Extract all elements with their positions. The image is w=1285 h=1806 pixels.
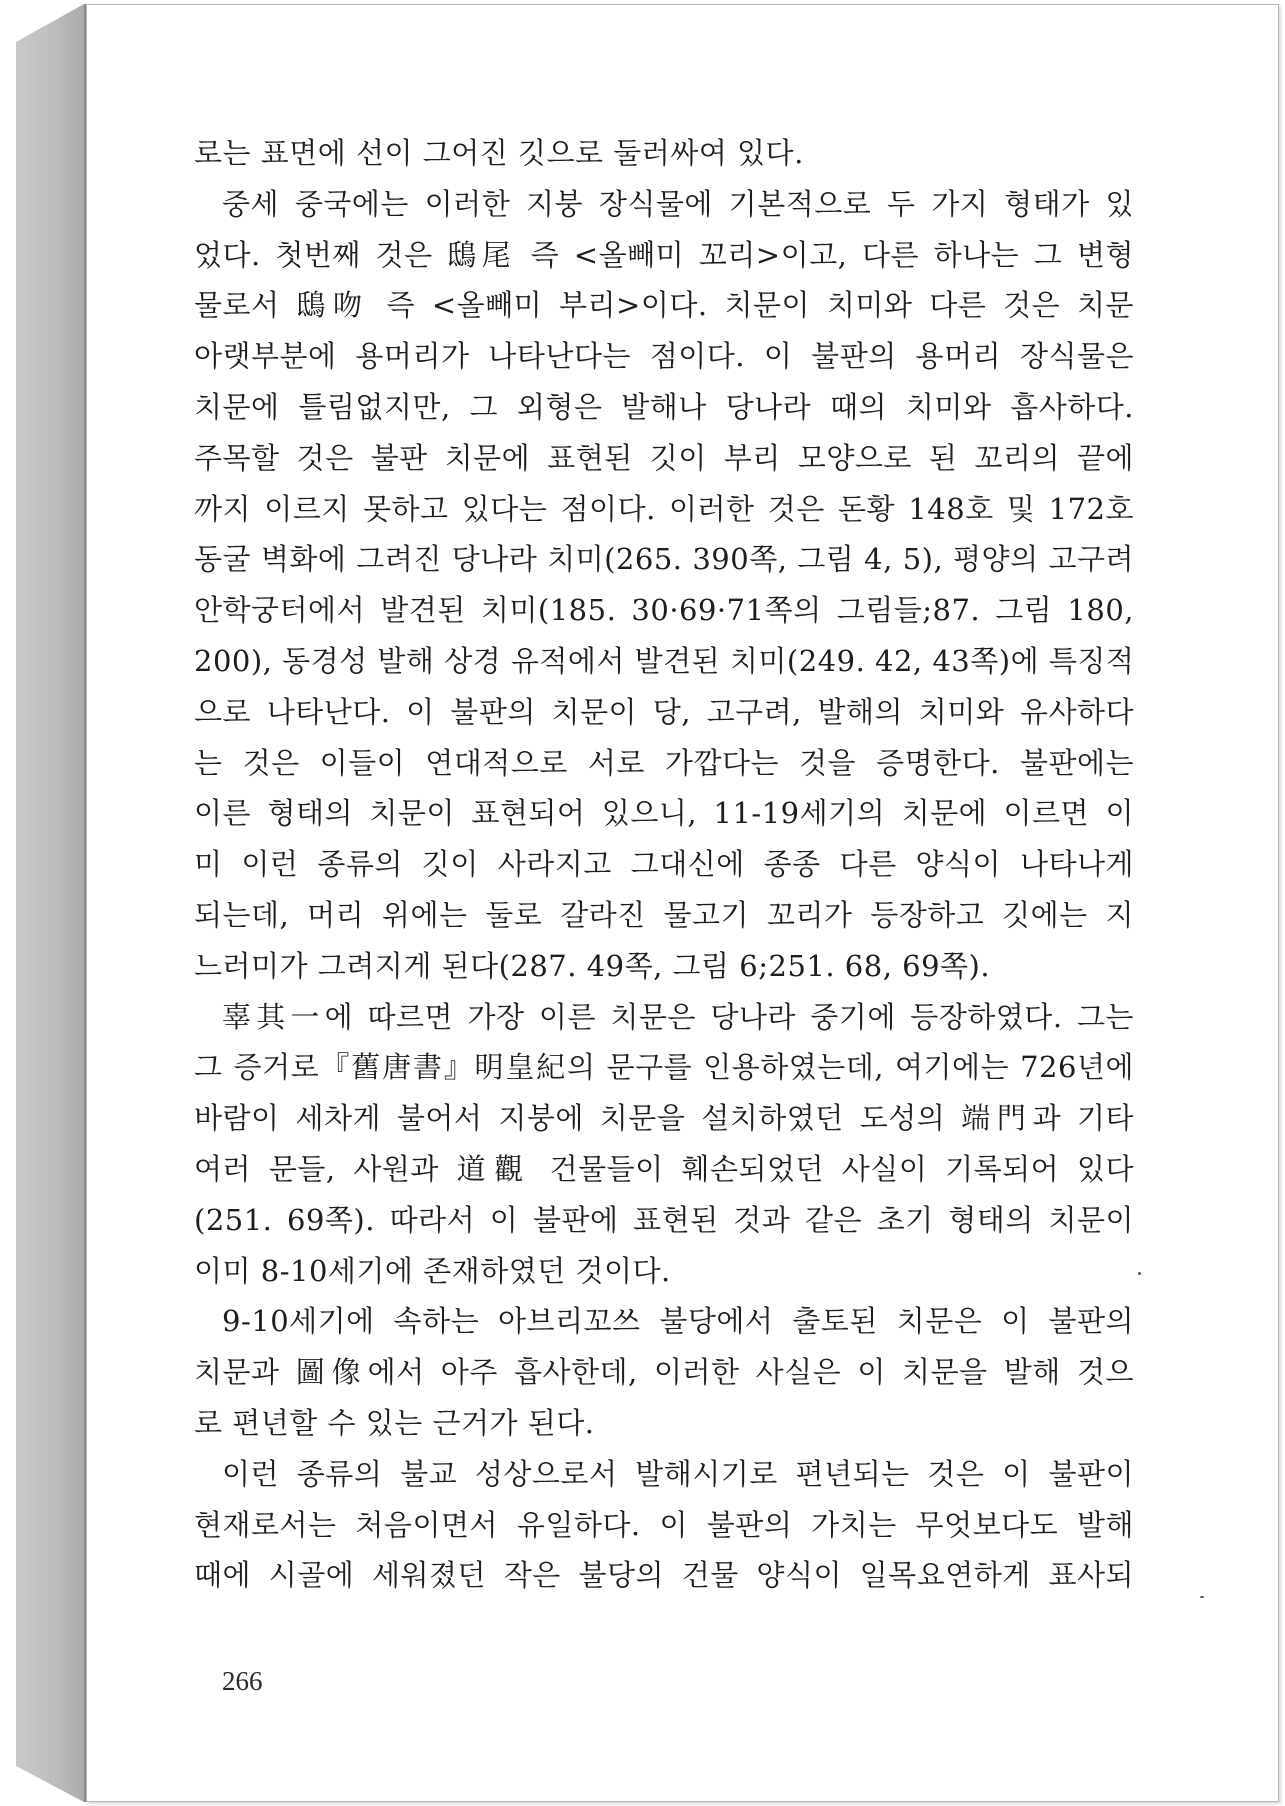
text-line: 는 것은 이들이 연대적으로 서로 가깝다는 것을 증명한다. 불판에는: [194, 745, 1134, 780]
text-line: 되는데, 머리 위에는 둘로 갈라진 물고기 꼬리가 등장하고 깃에는 지: [194, 897, 1134, 932]
text-line: 느러미가 그려지게 된다(287. 49쪽, 그림 6;251. 68, 69쪽).: [194, 948, 991, 983]
text-line: 이미 8-10세기에 존재하였던 것이다.: [194, 1253, 671, 1288]
text-line: 아랫부분에 용머리가 나타난다는 점이다. 이 불판의 용머리 장식물은: [194, 339, 1134, 374]
text-line: 로 편년할 수 있는 근거가 된다.: [194, 1405, 595, 1440]
text-line: 때에 시골에 세워졌던 작은 불당의 건물 양식이 일목요연하게 표사되: [194, 1558, 1134, 1593]
page-number: 266: [222, 1666, 263, 1696]
text-line: 여러 문들, 사원과 道觀 건물들이 훼손되었던 사실이 기록되어 있다: [194, 1151, 1134, 1186]
text-line: 치문과 圖像에서 아주 흡사한데, 이러한 사실은 이 치문을 발해 것으: [194, 1355, 1134, 1390]
text-line: 그 증거로『舊唐書』明皇紀의 문구를 인용하였는데, 여기에는 726년에: [194, 1050, 1134, 1085]
text-line: 주목할 것은 불판 치문에 표현된 깃이 부리 모양으로 된 꼬리의 끝에: [194, 440, 1134, 475]
text-line: 이런 종류의 불교 성상으로서 발해시기로 편년되는 것은 이 불판이: [222, 1456, 1134, 1491]
text-line: 9-10세기에 속하는 아브리꼬쓰 불당에서 출토된 치문은 이 불판의: [222, 1304, 1134, 1339]
text-line: 이른 형태의 치문이 표현되어 있으니, 11-19세기의 치문에 이르면 이: [194, 796, 1134, 831]
text-line: 치문에 틀림없지만, 그 외형은 발해나 당나라 때의 치미와 흡사하다.: [194, 389, 1134, 424]
text-line: 으로 나타난다. 이 불판의 치문이 당, 고구려, 발해의 치미와 유사하다: [194, 694, 1134, 729]
text-line: 었다. 첫번째 것은 鴟尾 즉 <올빼미 꼬리>이고, 다른 하나는 그 변형: [194, 237, 1134, 272]
text-line: 안학궁터에서 발견된 치미(185. 30·69·71쪽의 그림들;87. 그림 180,: [194, 593, 1134, 628]
scan-speck: [1200, 1596, 1204, 1598]
text-line: 동굴 벽화에 그려진 당나라 치미(265. 390쪽, 그림 4, 5), 평양의 고구려: [194, 542, 1134, 577]
text-line: 로는 표면에 선이 그어진 깃으로 둘러싸여 있다.: [194, 136, 804, 170]
scan-speck: [1138, 1272, 1141, 1275]
text-line: 물로서 鴟吻 즉 <올빼미 부리>이다. 치문이 치미와 다른 것은 치문: [194, 288, 1134, 323]
text-line: 현재로서는 처음이면서 유일하다. 이 불판의 가치는 무엇보다도 발해: [194, 1507, 1134, 1542]
text-line: 미 이런 종류의 깃이 사라지고 그대신에 종종 다른 양식이 나타나게: [194, 847, 1134, 882]
text-line: 바람이 세차게 불어서 지붕에 치문을 설치하였던 도성의 端門과 기타: [194, 1101, 1134, 1136]
text-line: 중세 중국에는 이러한 지붕 장식물에 기본적으로 두 가지 형태가 있: [222, 186, 1134, 221]
book-spine: [16, 4, 86, 1802]
body-text: [194, 128, 1134, 1601]
text-line: 까지 이르지 못하고 있다는 점이다. 이러한 것은 돈황 148호 및 172호: [194, 491, 1134, 526]
text-line: (251. 69쪽). 따라서 이 불판에 표현된 것과 같은 초기 형태의 치문이: [194, 1202, 1134, 1237]
text-line: 200), 동경성 발해 상경 유적에서 발견된 치미(249. 42, 43쪽)에 특징적: [194, 643, 1135, 678]
text-line: 辜其一에 따르면 가장 이른 치문은 당나라 중기에 등장하였다. 그는: [222, 999, 1134, 1034]
